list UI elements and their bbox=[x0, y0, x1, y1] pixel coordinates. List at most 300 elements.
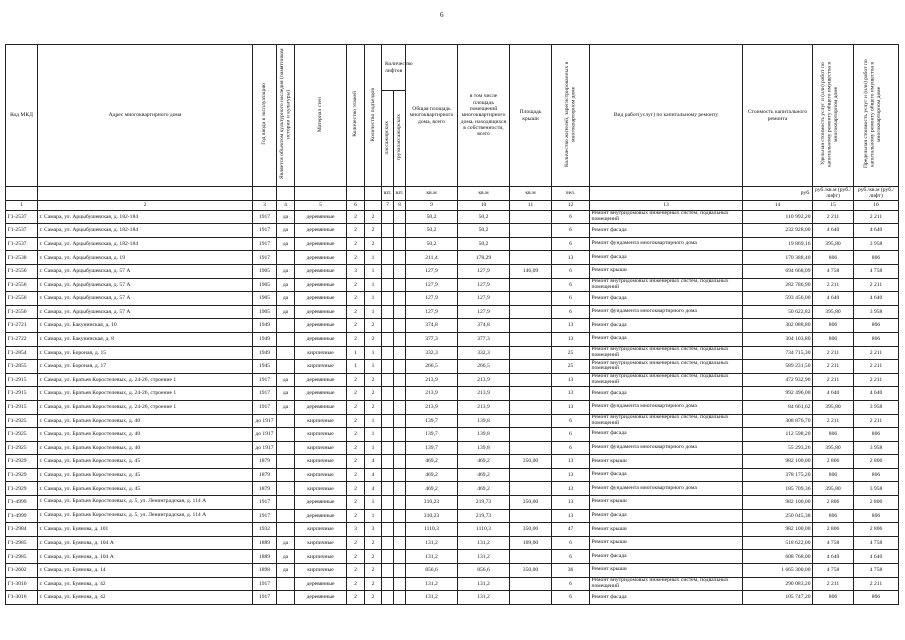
table-row bbox=[6, 237, 899, 251]
row-lifts-cargo bbox=[394, 577, 406, 591]
row-max-cost: 4 640 bbox=[854, 550, 899, 564]
row-area-total: 856,6 bbox=[406, 564, 458, 578]
row-residents: 13 bbox=[552, 319, 590, 333]
row-address: г. Самара, ул. Братьев Коростелевых, д. 24-26, строение 1 bbox=[38, 387, 253, 401]
row-code: Г1-2915 bbox=[6, 387, 38, 401]
row-cost: 308 876,70 bbox=[743, 414, 813, 428]
table-row bbox=[6, 224, 899, 238]
row-area-total: 266,5 bbox=[406, 360, 458, 374]
row-entrances: 2 bbox=[365, 536, 382, 550]
row-cost: 55 293,26 bbox=[743, 441, 813, 455]
table-row bbox=[6, 251, 899, 265]
row-walls: деревянные bbox=[295, 496, 347, 510]
row-year: до 1917 bbox=[253, 441, 277, 455]
row-lifts-passenger bbox=[382, 210, 394, 224]
row-address: г. Самара, ул. Арцыбушевская, д. 182-184 bbox=[38, 237, 253, 251]
row-roof bbox=[510, 346, 552, 360]
unit-unit-cost: руб./кв.м (руб./лифт) bbox=[813, 187, 854, 201]
row-lifts-passenger bbox=[382, 264, 394, 278]
row-entrances: 1 bbox=[365, 360, 382, 374]
row-area-owned: 469,2 bbox=[458, 482, 510, 496]
column-number: 3 bbox=[253, 200, 277, 210]
row-max-cost: 4 640 bbox=[854, 292, 899, 306]
row-area-owned: 131,2 bbox=[458, 577, 510, 591]
row-area-total: 127,9 bbox=[406, 292, 458, 306]
row-lifts-passenger bbox=[382, 292, 394, 306]
row-year: 1879 bbox=[253, 468, 277, 482]
unit-roof: кв.м bbox=[510, 187, 552, 201]
row-lifts-cargo bbox=[394, 509, 406, 523]
table-row bbox=[6, 332, 899, 346]
row-unit-cost: 806 bbox=[813, 428, 854, 442]
table-row bbox=[6, 387, 899, 401]
row-cost: 110 992,20 bbox=[743, 210, 813, 224]
row-walls: кирпичные bbox=[295, 455, 347, 469]
row-residents: 47 bbox=[552, 523, 590, 537]
row-lifts-passenger bbox=[382, 360, 394, 374]
row-floors: 2 bbox=[347, 414, 365, 428]
row-year: 1949 bbox=[253, 319, 277, 333]
row-code: Г1-2915 bbox=[6, 373, 38, 387]
row-unit-cost: 2 211 bbox=[813, 210, 854, 224]
column-number: 13 bbox=[590, 200, 743, 210]
column-number: 12 bbox=[552, 200, 590, 210]
capital-repair-table bbox=[5, 44, 899, 605]
column-number bbox=[365, 200, 382, 210]
header-area-total: Общая площадь многоквартирного дома, всего bbox=[406, 45, 458, 187]
row-entrances: 2 bbox=[365, 577, 382, 591]
row-heritage: да bbox=[277, 278, 295, 292]
row-code: Г1-2929 bbox=[6, 482, 38, 496]
table-row bbox=[6, 591, 899, 605]
row-entrances: 2 bbox=[365, 400, 382, 414]
row-max-cost: 806 bbox=[854, 251, 899, 265]
row-code: Г1-2925 bbox=[6, 414, 38, 428]
row-code: Г1-2722 bbox=[6, 332, 38, 346]
row-heritage: да bbox=[277, 237, 295, 251]
row-unit-cost: 4 640 bbox=[813, 292, 854, 306]
table-row bbox=[6, 455, 899, 469]
row-roof bbox=[510, 237, 552, 251]
row-area-owned: 131,2 bbox=[458, 536, 510, 550]
row-lifts-cargo bbox=[394, 305, 406, 319]
row-address: г. Самара, ул. Братьев Коростелевых, д. 45 bbox=[38, 482, 253, 496]
row-lifts-passenger bbox=[382, 564, 394, 578]
table-row bbox=[6, 414, 899, 428]
row-work-type: Ремонт фундамента многоквартирного дома bbox=[590, 400, 743, 414]
row-roof: 350,00 bbox=[510, 564, 552, 578]
row-code: Г1-2985 bbox=[6, 536, 38, 550]
row-max-cost: 3 958 bbox=[854, 400, 899, 414]
row-cost: 304 103,80 bbox=[743, 332, 813, 346]
row-max-cost: 806 bbox=[854, 332, 899, 346]
row-lifts-cargo bbox=[394, 400, 406, 414]
row-address: г. Самара, ул. Арцыбушевская, д. 182-184 bbox=[38, 224, 253, 238]
row-area-total: 377,3 bbox=[406, 332, 458, 346]
row-year: 1917 bbox=[253, 210, 277, 224]
row-area-total: 139,7 bbox=[406, 428, 458, 442]
header-residents: Количество жителей, зарегистрированных в многоквартирном доме bbox=[564, 61, 577, 167]
row-cost: 250 045,38 bbox=[743, 509, 813, 523]
row-walls: кирпичные bbox=[295, 523, 347, 537]
row-cost: 84 661,62 bbox=[743, 400, 813, 414]
row-unit-cost: 2 211 bbox=[813, 373, 854, 387]
header-work: Вид работ(услуг) по капитальному ремонту bbox=[590, 45, 743, 187]
row-floors: 2 bbox=[347, 292, 365, 306]
row-area-owned: 332,3 bbox=[458, 346, 510, 360]
table-row bbox=[6, 536, 899, 550]
row-max-cost: 806 bbox=[854, 591, 899, 605]
row-walls: кирпичные bbox=[295, 428, 347, 442]
table-row bbox=[6, 373, 899, 387]
row-address: г. Самара, ул. Арцыбушевская, д. 19 bbox=[38, 251, 253, 265]
row-unit-cost: 2 211 bbox=[813, 414, 854, 428]
row-area-total: 50,2 bbox=[406, 224, 458, 238]
row-cost: 589 231,50 bbox=[743, 360, 813, 374]
row-lifts-passenger bbox=[382, 455, 394, 469]
row-floors: 2 bbox=[347, 591, 365, 605]
row-residents: 6 bbox=[552, 237, 590, 251]
row-floors: 2 bbox=[347, 550, 365, 564]
row-cost: 170 388,40 bbox=[743, 251, 813, 265]
row-roof bbox=[510, 428, 552, 442]
row-work-type: Ремонт фасада bbox=[590, 251, 743, 265]
column-number: 7 bbox=[382, 200, 394, 210]
row-roof bbox=[510, 319, 552, 333]
row-walls: деревянные bbox=[295, 210, 347, 224]
page-number: 6 bbox=[440, 11, 444, 19]
row-cost: 992 496,00 bbox=[743, 387, 813, 401]
row-lifts-cargo bbox=[394, 360, 406, 374]
row-entrances: 2 bbox=[365, 564, 382, 578]
row-lifts-passenger bbox=[382, 346, 394, 360]
row-heritage bbox=[277, 414, 295, 428]
column-number: 16 bbox=[854, 200, 899, 210]
row-cost: 518 622,00 bbox=[743, 536, 813, 550]
row-residents: 6 bbox=[552, 536, 590, 550]
table-row bbox=[6, 292, 899, 306]
row-lifts-cargo bbox=[394, 468, 406, 482]
row-unit-cost: 2 211 bbox=[813, 278, 854, 292]
row-area-total: 131,2 bbox=[406, 536, 458, 550]
column-number: 10 bbox=[458, 200, 510, 210]
row-roof bbox=[510, 373, 552, 387]
row-code: Г1-2537 bbox=[6, 224, 38, 238]
table-header bbox=[6, 45, 899, 211]
row-walls: деревянные bbox=[295, 251, 347, 265]
row-roof: 350,00 bbox=[510, 455, 552, 469]
row-lifts-passenger bbox=[382, 550, 394, 564]
row-unit-cost: 4 758 bbox=[813, 264, 854, 278]
row-work-type: Ремонт фасада bbox=[590, 224, 743, 238]
row-roof bbox=[510, 400, 552, 414]
header-max-cost: Предельная стоимость услуг и (или) работ по капитальному ремонту общего имущества в многоквартирном доме bbox=[863, 60, 882, 169]
row-roof bbox=[510, 441, 552, 455]
row-entrances: 2 bbox=[365, 210, 382, 224]
row-address: г. Самара, ул. Арцыбушевская, д. 57 А bbox=[38, 292, 253, 306]
row-lifts-passenger bbox=[382, 237, 394, 251]
row-max-cost: 2 211 bbox=[854, 346, 899, 360]
row-entrances: 4 bbox=[365, 468, 382, 482]
row-cost: 734 715,30 bbox=[743, 346, 813, 360]
row-roof bbox=[510, 577, 552, 591]
row-address: г. Самара, ул. Арцыбушевская, д. 57 А bbox=[38, 278, 253, 292]
row-heritage: да bbox=[277, 400, 295, 414]
row-area-total: 127,9 bbox=[406, 278, 458, 292]
row-walls: кирпичные bbox=[295, 564, 347, 578]
row-address: г. Самара, ул. Буянова, д. 42 bbox=[38, 591, 253, 605]
row-area-owned: 131,2 bbox=[458, 591, 510, 605]
row-cost: 593 456,00 bbox=[743, 292, 813, 306]
row-max-cost: 2 211 bbox=[854, 414, 899, 428]
row-unit-cost: 4 640 bbox=[813, 550, 854, 564]
row-area-total: 131,2 bbox=[406, 550, 458, 564]
row-heritage bbox=[277, 523, 295, 537]
row-walls: деревянные bbox=[295, 591, 347, 605]
row-area-total: 131,2 bbox=[406, 577, 458, 591]
column-number: 8 bbox=[394, 200, 406, 210]
row-entrances: 1 bbox=[365, 441, 382, 455]
table-row bbox=[6, 400, 899, 414]
row-work-type: Ремонт фасада bbox=[590, 509, 743, 523]
row-floors: 2 bbox=[347, 278, 365, 292]
row-unit-cost: 806 bbox=[813, 509, 854, 523]
row-residents: 13 bbox=[552, 332, 590, 346]
row-cost: 50 622,82 bbox=[743, 305, 813, 319]
row-lifts-cargo bbox=[394, 523, 406, 537]
row-lifts-passenger bbox=[382, 305, 394, 319]
table-row bbox=[6, 305, 899, 319]
row-work-type: Ремонт фундамента многоквартирного дома bbox=[590, 482, 743, 496]
unit-cost: руб. bbox=[743, 187, 813, 201]
row-cost: 608 768,00 bbox=[743, 550, 813, 564]
table-row bbox=[6, 564, 899, 578]
row-entrances: 2 bbox=[365, 332, 382, 346]
row-code: Г1-2854 bbox=[6, 346, 38, 360]
row-lifts-cargo bbox=[394, 373, 406, 387]
header-year: Год ввода в эксплуатацию bbox=[261, 83, 268, 146]
row-lifts-passenger bbox=[382, 251, 394, 265]
row-walls: кирпичные bbox=[295, 536, 347, 550]
row-roof: 350,00 bbox=[510, 496, 552, 510]
row-address: г. Самара, ул. Буянова, д. 104 А bbox=[38, 550, 253, 564]
row-residents: 6 bbox=[552, 577, 590, 591]
row-lifts-cargo bbox=[394, 482, 406, 496]
row-area-total: 50,2 bbox=[406, 237, 458, 251]
row-code: Г1-2855 bbox=[6, 360, 38, 374]
table-row bbox=[6, 441, 899, 455]
row-max-cost: 3 958 bbox=[854, 237, 899, 251]
row-area-owned: 127,9 bbox=[458, 292, 510, 306]
row-residents: 25 bbox=[552, 346, 590, 360]
row-heritage: да bbox=[277, 564, 295, 578]
row-work-type: Ремонт внутридомовых инженерных систем, подвальных помещений bbox=[590, 373, 743, 387]
table-row bbox=[6, 278, 899, 292]
row-area-owned: 219,73 bbox=[458, 509, 510, 523]
row-floors: 2 bbox=[347, 428, 365, 442]
row-lifts-cargo bbox=[394, 428, 406, 442]
row-lifts-cargo bbox=[394, 550, 406, 564]
row-heritage bbox=[277, 441, 295, 455]
row-lifts-cargo bbox=[394, 251, 406, 265]
row-roof bbox=[510, 360, 552, 374]
row-work-type: Ремонт фасада bbox=[590, 387, 743, 401]
row-max-cost: 2 806 bbox=[854, 496, 899, 510]
row-area-owned: 139,8 bbox=[458, 414, 510, 428]
header-area-owned: в том числе площадь помещений многоквартирного дома, находящихся в собственности, всего bbox=[458, 45, 510, 187]
row-residents: 13 bbox=[552, 455, 590, 469]
row-area-total: 469,2 bbox=[406, 468, 458, 482]
row-area-total: 469,2 bbox=[406, 482, 458, 496]
row-heritage: да bbox=[277, 292, 295, 306]
row-unit-cost: 806 bbox=[813, 332, 854, 346]
row-residents: 6 bbox=[552, 305, 590, 319]
row-address: г. Самара, ул. Братьев Коростелевых, д. 40 bbox=[38, 428, 253, 442]
column-number: 6 bbox=[347, 200, 365, 210]
row-floors: 3 bbox=[347, 523, 365, 537]
row-heritage bbox=[277, 468, 295, 482]
row-walls: деревянные bbox=[295, 509, 347, 523]
row-roof bbox=[510, 305, 552, 319]
row-address: г. Самара, ул. Бакунинская, д. 10 bbox=[38, 319, 253, 333]
row-entrances: 1 bbox=[365, 428, 382, 442]
row-floors: 2 bbox=[347, 319, 365, 333]
row-lifts-passenger bbox=[382, 373, 394, 387]
row-entrances: 2 bbox=[365, 387, 382, 401]
row-residents: 13 bbox=[552, 387, 590, 401]
row-residents: 13 bbox=[552, 468, 590, 482]
row-address: г. Самара, ул. Братьев Коростелевых, д. 45 bbox=[38, 455, 253, 469]
row-year: 1949 bbox=[253, 332, 277, 346]
row-residents: 6 bbox=[552, 441, 590, 455]
row-work-type: Ремонт фасада bbox=[590, 319, 743, 333]
row-unit-cost: 2 211 bbox=[813, 360, 854, 374]
row-max-cost: 3 958 bbox=[854, 305, 899, 319]
row-work-type: Ремонт фундамента многоквартирного дома bbox=[590, 305, 743, 319]
table-row bbox=[6, 496, 899, 510]
row-year: 1917 bbox=[253, 400, 277, 414]
row-heritage bbox=[277, 455, 295, 469]
row-lifts-passenger bbox=[382, 224, 394, 238]
row-lifts-cargo bbox=[394, 496, 406, 510]
row-unit-cost: 2 806 bbox=[813, 523, 854, 537]
row-address: г. Самара, ул. Братьев Коростелевых, д. 40 bbox=[38, 441, 253, 455]
row-residents: 6 bbox=[552, 224, 590, 238]
row-heritage bbox=[277, 591, 295, 605]
column-number: 15 bbox=[813, 200, 854, 210]
row-lifts-cargo bbox=[394, 292, 406, 306]
table-row bbox=[6, 482, 899, 496]
row-floors: 1 bbox=[347, 346, 365, 360]
unit-area-owned: кв.м bbox=[458, 187, 510, 201]
row-max-cost: 806 bbox=[854, 509, 899, 523]
row-unit-cost: 806 bbox=[813, 591, 854, 605]
row-lifts-cargo bbox=[394, 224, 406, 238]
row-residents: 36 bbox=[552, 564, 590, 578]
row-entrances: 4 bbox=[365, 455, 382, 469]
row-roof: 109,00 bbox=[510, 536, 552, 550]
row-lifts-passenger bbox=[382, 319, 394, 333]
row-entrances: 1 bbox=[365, 292, 382, 306]
row-max-cost: 3 958 bbox=[854, 482, 899, 496]
row-address: г. Самара, ул. Арцыбушевская, д. 57 А bbox=[38, 264, 253, 278]
row-walls: кирпичные bbox=[295, 414, 347, 428]
row-floors: 2 bbox=[347, 482, 365, 496]
row-residents: 13 bbox=[552, 251, 590, 265]
row-unit-cost: 395,80 bbox=[813, 305, 854, 319]
row-max-cost: 806 bbox=[854, 428, 899, 442]
row-heritage: да bbox=[277, 210, 295, 224]
row-lifts-passenger bbox=[382, 523, 394, 537]
row-work-type: Ремонт фасада bbox=[590, 428, 743, 442]
row-code: Г1-2984 bbox=[6, 523, 38, 537]
row-lifts-cargo bbox=[394, 536, 406, 550]
row-year: 1889 bbox=[253, 550, 277, 564]
row-max-cost: 2 806 bbox=[854, 455, 899, 469]
row-address: г. Самара, ул. Братьев Коростелевых, д. 24-26, строение 1 bbox=[38, 373, 253, 387]
row-residents: 6 bbox=[552, 264, 590, 278]
unit-max-cost: руб./кв.м (руб./лифт) bbox=[854, 187, 899, 201]
row-walls: кирпичные bbox=[295, 468, 347, 482]
row-lifts-passenger bbox=[382, 278, 394, 292]
row-area-owned: 1110,3 bbox=[458, 523, 510, 537]
row-roof bbox=[510, 224, 552, 238]
row-residents: 6 bbox=[552, 292, 590, 306]
header-unit-cost: Удельная стоимость услуг и (или) работ по капитальному ремонту общего имущества в многоквартирном доме bbox=[820, 61, 839, 167]
units-row bbox=[6, 187, 899, 201]
row-area-owned: 131,2 bbox=[458, 550, 510, 564]
row-walls: деревянные bbox=[295, 237, 347, 251]
unit-lifts-cargo: шт. bbox=[394, 187, 406, 201]
row-roof bbox=[510, 332, 552, 346]
row-walls: деревянные bbox=[295, 278, 347, 292]
row-cost: 982 100,00 bbox=[743, 455, 813, 469]
row-year: 1917 bbox=[253, 373, 277, 387]
table-row bbox=[6, 346, 899, 360]
row-area-total: 131,2 bbox=[406, 591, 458, 605]
row-area-owned: 50,2 bbox=[458, 210, 510, 224]
row-code: Г1-3016 bbox=[6, 577, 38, 591]
table-row bbox=[6, 210, 899, 224]
row-code: Г1-2929 bbox=[6, 468, 38, 482]
row-code: Г1-4999 bbox=[6, 509, 38, 523]
row-max-cost: 4 640 bbox=[854, 387, 899, 401]
row-area-owned: 139,8 bbox=[458, 441, 510, 455]
row-work-type: Ремонт фасада bbox=[590, 292, 743, 306]
row-heritage bbox=[277, 577, 295, 591]
row-work-type: Ремонт фасада bbox=[590, 591, 743, 605]
row-entrances: 1 bbox=[365, 251, 382, 265]
row-lifts-cargo bbox=[394, 387, 406, 401]
row-area-total: 139,7 bbox=[406, 414, 458, 428]
row-work-type: Ремонт фасада bbox=[590, 332, 743, 346]
row-cost: 105 747,20 bbox=[743, 591, 813, 605]
row-work-type: Ремонт внутридомовых инженерных систем, подвальных помещений bbox=[590, 577, 743, 591]
row-work-type: Ремонт фундамента многоквартирного дома bbox=[590, 237, 743, 251]
row-lifts-passenger bbox=[382, 496, 394, 510]
row-address: г. Самара, ул. Буянова, д. 104 А bbox=[38, 536, 253, 550]
row-lifts-cargo bbox=[394, 346, 406, 360]
row-work-type: Ремонт крыши bbox=[590, 536, 743, 550]
row-address: г. Самара, ул. Буянова, д. 14 bbox=[38, 564, 253, 578]
row-heritage: да bbox=[277, 550, 295, 564]
row-cost: 694 668,09 bbox=[743, 264, 813, 278]
row-floors: 2 bbox=[347, 332, 365, 346]
row-work-type: Ремонт крыши bbox=[590, 523, 743, 537]
row-entrances: 1 bbox=[365, 346, 382, 360]
row-code: Г1-2556 bbox=[6, 305, 38, 319]
unit-residents: чел. bbox=[552, 187, 590, 201]
